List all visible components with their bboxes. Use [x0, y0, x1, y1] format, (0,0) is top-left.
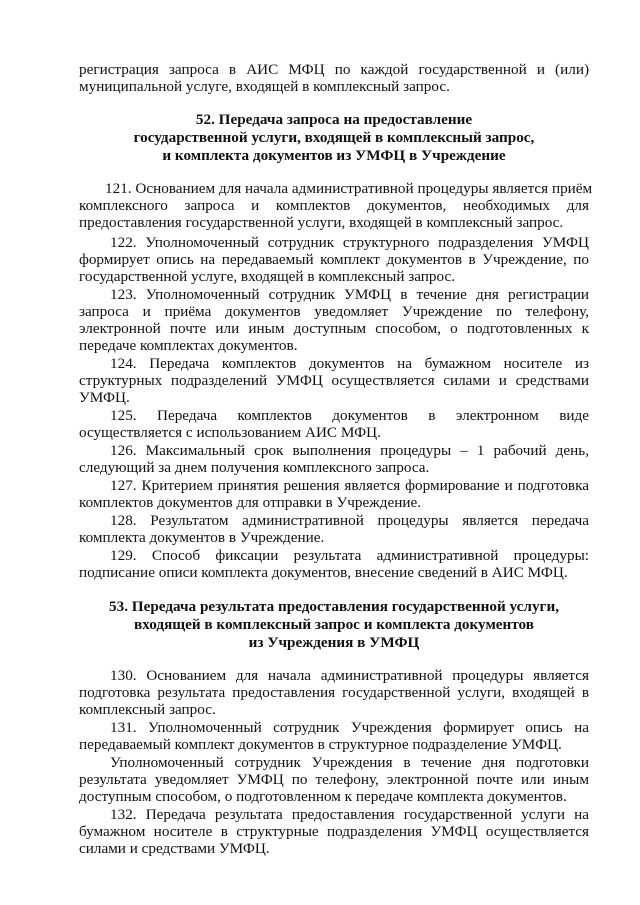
intro-line: муниципальной услуге, входящей в комплексный запрос. — [79, 78, 450, 95]
paragraph-131b-line: результата уведомляет УМФЦ по телефону, электронной почте или иным — [79, 771, 589, 788]
paragraph-131-line: 131. Уполномоченный сотрудник Учреждения формирует опись на — [110, 719, 589, 736]
intro-line: регистрация запроса в АИС МФЦ по каждой государственной и (или) — [79, 61, 589, 78]
paragraph-127-line: 127. Критерием принятия решения является формирование и подготовка — [110, 477, 589, 494]
paragraph-130-line: 130. Основанием для начала административной процедуры является — [110, 667, 589, 684]
paragraph-123-line: электронной почте или иным доступным способом, о подготовленных к — [79, 320, 589, 337]
paragraph-131b-line: доступным способом, о подготовленном к передаче комплекта документов. — [79, 788, 567, 805]
paragraph-132-line: 132. Передача результата предоставления государственной услуги на — [110, 806, 589, 823]
paragraph-121-line: комплексного запроса и комплектов документов, необходимых для — [79, 197, 589, 214]
paragraph-124-line: 124. Передача комплектов документов на бумажном носителе из — [110, 355, 589, 372]
paragraph-125-line: 125. Передача комплектов документов в электронном виде — [110, 407, 589, 424]
paragraph-129-line: 129. Способ фиксации результата административной процедуры: — [110, 547, 589, 564]
paragraph-132-line: силами и средствами УМФЦ. — [79, 840, 270, 857]
paragraph-132-line: бумажном носителе в структурные подразделения УМФЦ осуществляется — [79, 823, 589, 840]
heading-line: 53. Передача результата предоставления государственной услуги, — [109, 598, 559, 615]
paragraph-127-line: комплектов документов для отправки в Учреждение. — [79, 494, 422, 511]
paragraph-122-line: государственной услуге, входящей в комплексный запрос. — [79, 268, 456, 285]
paragraph-131b-line: Уполномоченный сотрудник Учреждения в течение дня подготовки — [110, 754, 589, 771]
paragraph-131-line: передаваемый комплект документов в структурное подразделение УМФЦ. — [79, 736, 562, 753]
paragraph-125-line: осуществляется с использованием АИС МФЦ. — [79, 424, 381, 441]
paragraph-121-line: 121. Основанием для начала административной процедуры является приём — [105, 180, 593, 197]
paragraph-128-line: 128. Результатом административной процедуры является передача — [110, 512, 589, 529]
heading-line: из Учреждения в УМФЦ — [248, 634, 420, 651]
paragraph-124-line: структурных подразделений УМФЦ осуществляется силами и средствами — [79, 372, 589, 389]
heading-line: и комплекта документов из УМФЦ в Учреждение — [162, 147, 506, 164]
heading-line: государственной услуги, входящей в комплексный запрос, — [133, 129, 535, 146]
paragraph-126-line: следующий за днем получения комплексного запроса. — [79, 459, 430, 476]
paragraph-130-line: комплексный запрос. — [79, 701, 216, 718]
section-53-heading — [79, 598, 589, 652]
heading-line: 52. Передача запроса на предоставление — [195, 111, 473, 128]
section-52-heading — [79, 111, 589, 165]
paragraph-124-line: УМФЦ. — [79, 389, 130, 406]
paragraph-129-line: подписание описи комплекта документов, внесение сведений в АИС МФЦ. — [79, 564, 568, 581]
heading-line: входящей в комплексный запрос и комплекта документов — [134, 616, 534, 633]
paragraph-126-line: 126. Максимальный срок выполнения процедуры – 1 рабочий день, — [110, 442, 589, 459]
paragraph-130-line: подготовка результата предоставления государственной услуги, входящей в — [79, 684, 589, 701]
paragraph-122-line: 122. Уполномоченный сотрудник структурного подразделения УМФЦ — [110, 234, 589, 251]
paragraph-128-line: комплекта документов в Учреждение. — [79, 529, 325, 546]
paragraph-122-line: формирует опись на передаваемый комплект документов в Учреждение, по — [79, 251, 589, 268]
paragraph-123-line: 123. Уполномоченный сотрудник УМФЦ в течение дня регистрации — [110, 286, 589, 303]
paragraph-123-line: передаче комплектах документов. — [79, 337, 298, 354]
paragraph-123-line: запроса и приёма документов уведомляет Учреждение по телефону, — [79, 303, 589, 320]
paragraph-121-line: предоставления государственной услуги, входящей в комплексный запрос. — [79, 214, 564, 231]
